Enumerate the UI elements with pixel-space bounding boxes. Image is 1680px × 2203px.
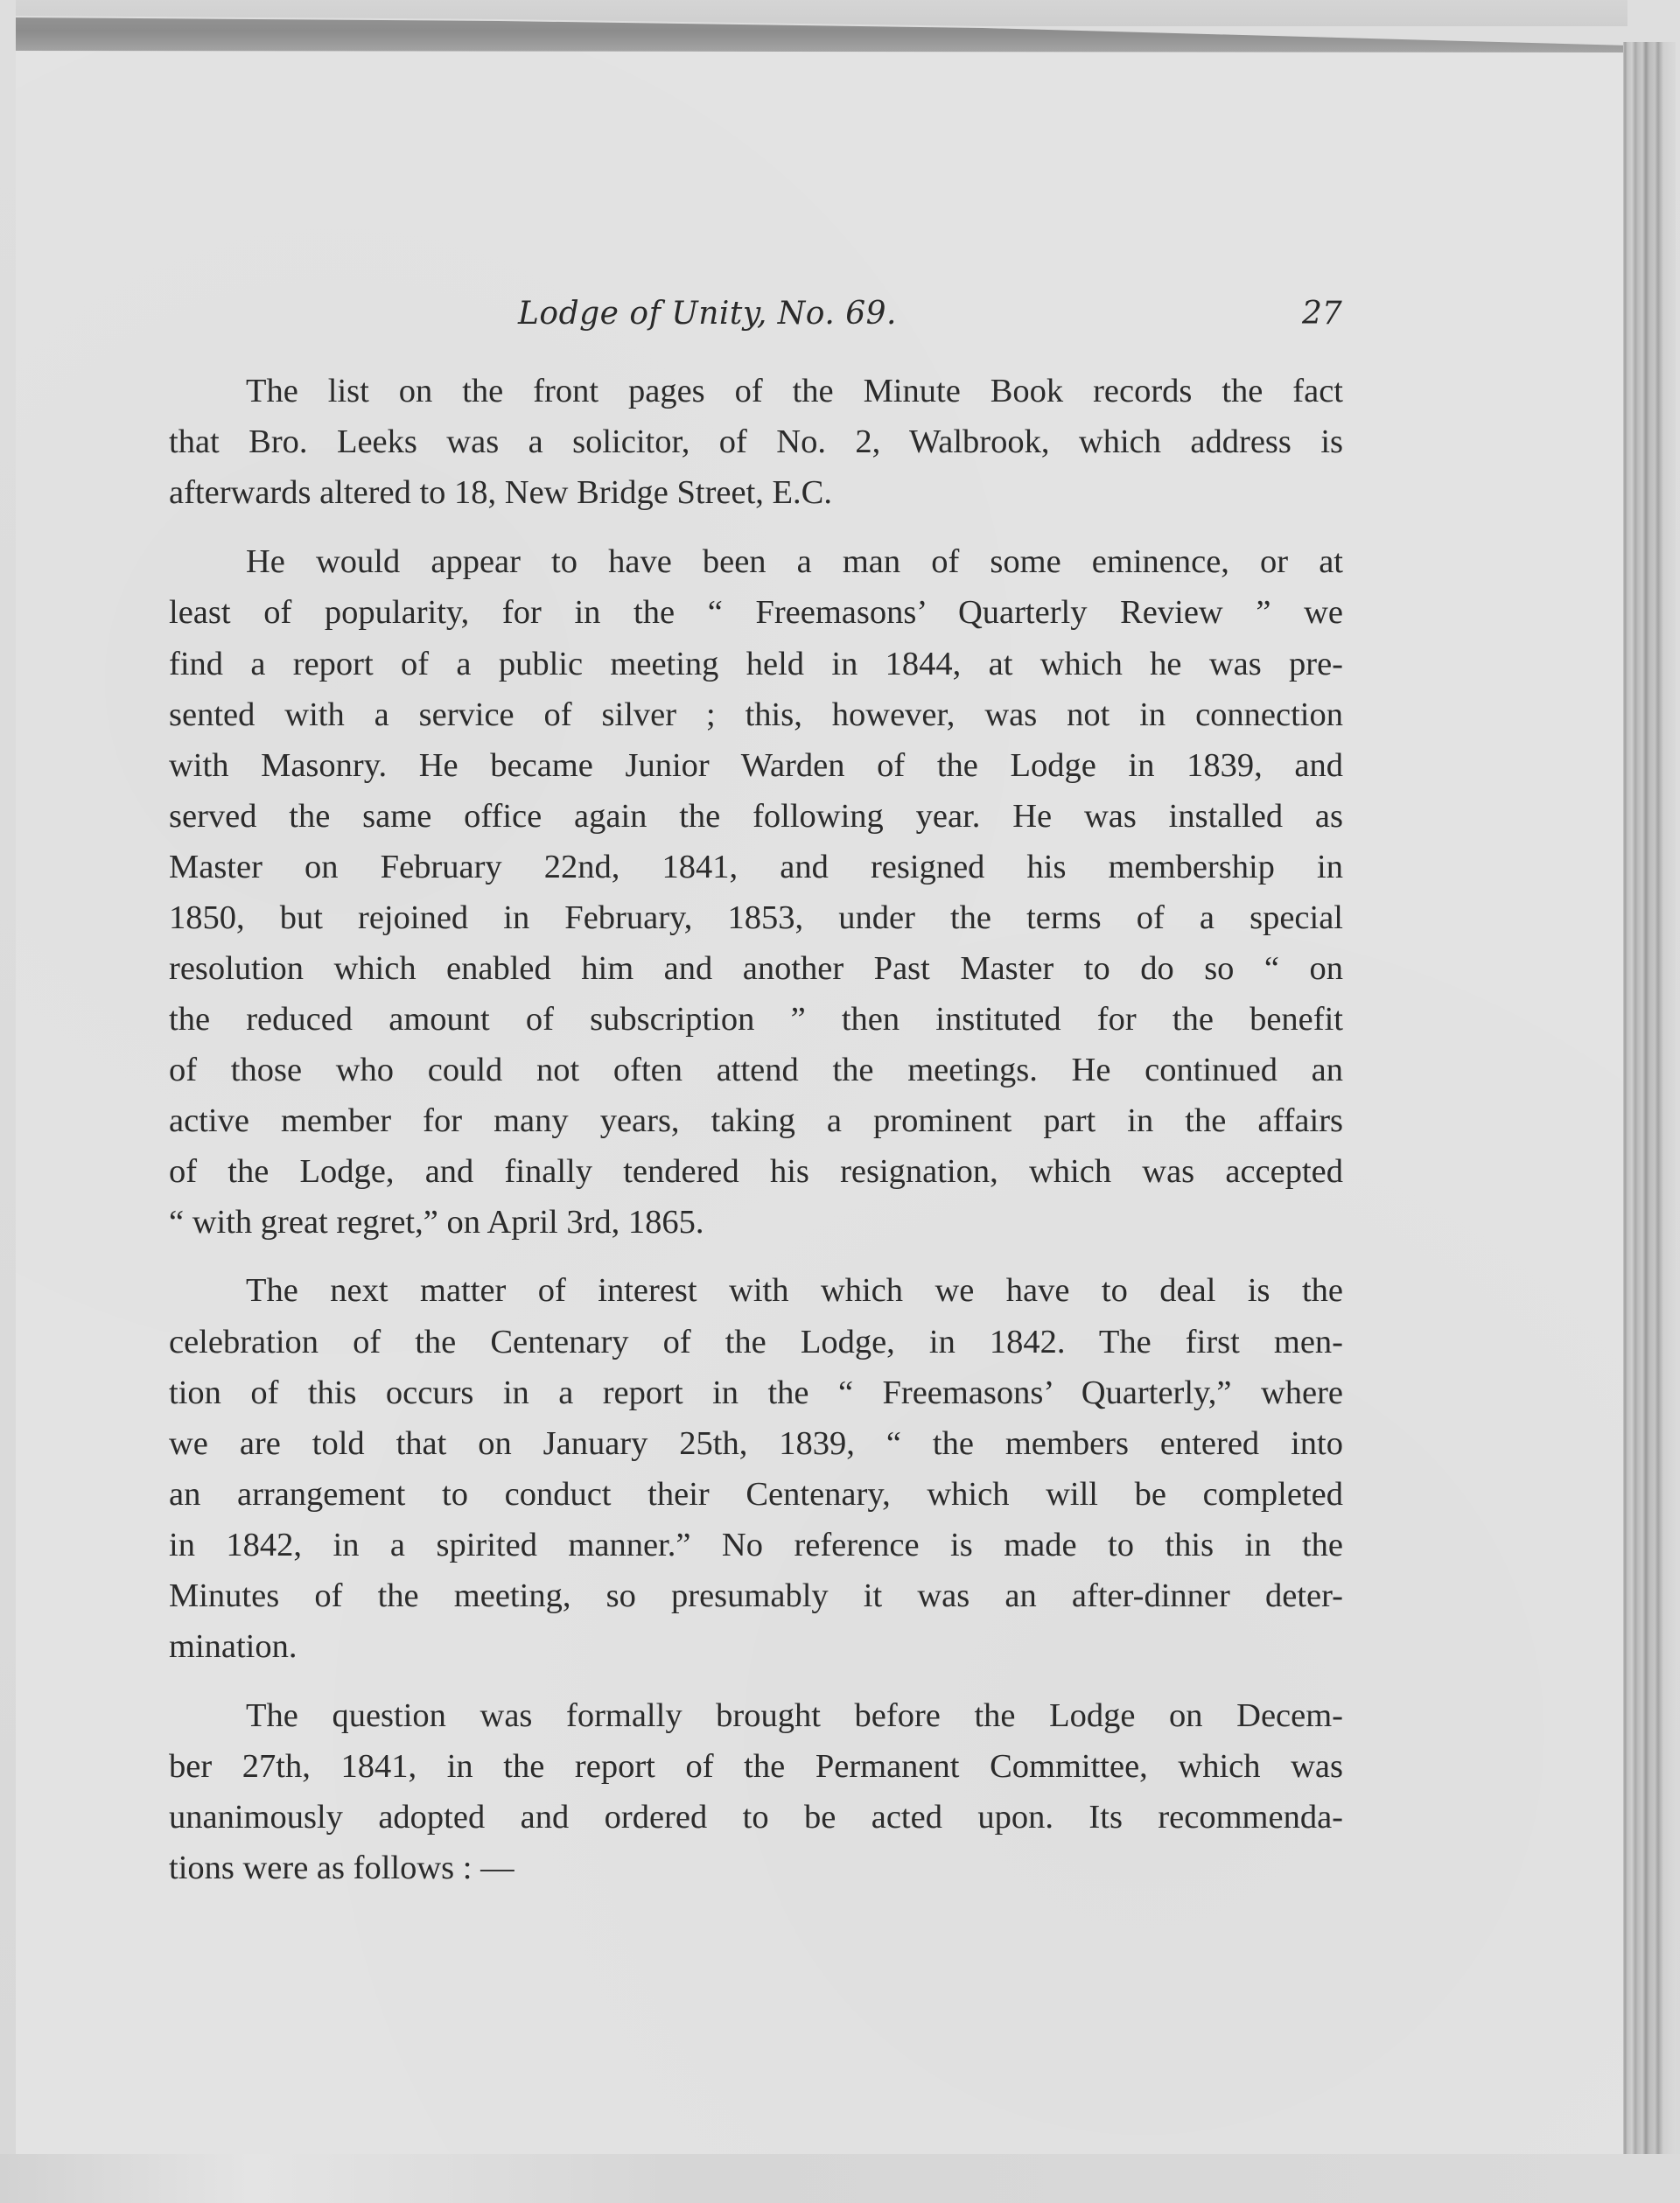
text-line: the reduced amount of subscription ” then instituted for the benefit (169, 1001, 1343, 1038)
text-line: resolution which enabled him and another Past Master to do so “ on (169, 950, 1343, 987)
text-line: mination. (169, 1628, 298, 1665)
text-line: sented with a service of silver ; this, however, was not in connection (169, 696, 1343, 733)
text-line: of the Lodge, and finally tendered his resignation, which was accepted (169, 1153, 1343, 1190)
text-line: that Bro. Leeks was a solicitor, of No. 2, Walbrook, which address is (169, 423, 1343, 460)
text-line: Master on February 22nd, 1841, and resigned his membership in (169, 849, 1343, 885)
text-line: served the same office again the following year. He was installed as (169, 798, 1343, 835)
text-line: find a report of a public meeting held in 1844, at which he was pre- (169, 646, 1343, 682)
text-line: unanimously adopted and ordered to be acted upon. Its recommenda- (169, 1799, 1343, 1836)
text-line: celebration of the Centenary of the Lodge, in 1842. The first men- (169, 1324, 1343, 1360)
bottom-margin (0, 2154, 1680, 2203)
text-line: active member for many years, taking a prominent part in the affairs (169, 1102, 1343, 1139)
text-line: least of popularity, for in the “ Freemasons’ Quarterly Review ” we (169, 594, 1343, 631)
text-line: The next matter of interest with which we have to deal is the (246, 1272, 1343, 1309)
text-line: tion of this occurs in a report in the “ Freemasons’ Quarterly,” where (169, 1374, 1343, 1411)
page-number: 27 (1302, 296, 1342, 332)
text-line: we are told that on January 25th, 1839, “ the members entered into (169, 1425, 1343, 1462)
text-line: 1850, but rejoined in February, 1853, under the terms of a special (169, 899, 1343, 936)
text-line: “ with great regret,” on April 3rd, 1865. (169, 1204, 704, 1241)
text-line: ber 27th, 1841, in the report of the Permanent Committee, which was (169, 1748, 1343, 1785)
text-line: tions were as follows : — (169, 1850, 514, 1886)
text-line: afterwards altered to 18, New Bridge Street, E.C. (169, 474, 832, 511)
text-line: Minutes of the meeting, so presumably it was an after-dinner deter- (169, 1577, 1343, 1614)
text-line: with Masonry. He became Junior Warden of the Lodge in 1839, and (169, 747, 1343, 784)
text-line: The question was formally brought before the Lodge on Decem- (246, 1697, 1343, 1734)
text-line: of those who could not often attend the meetings. He continued an (169, 1052, 1343, 1088)
text-line: The list on the front pages of the Minute Book records the fact (246, 373, 1343, 409)
page-stack-edges (1623, 42, 1676, 2159)
running-head: Lodge of Unity, No. 69. (518, 296, 897, 332)
text-line: in 1842, in a spirited manner.” No reference is made to this in the (169, 1527, 1343, 1563)
text-line: He would appear to have been a man of some eminence, or at (246, 543, 1343, 580)
text-line: an arrangement to conduct their Centenary, which will be completed (169, 1476, 1343, 1513)
